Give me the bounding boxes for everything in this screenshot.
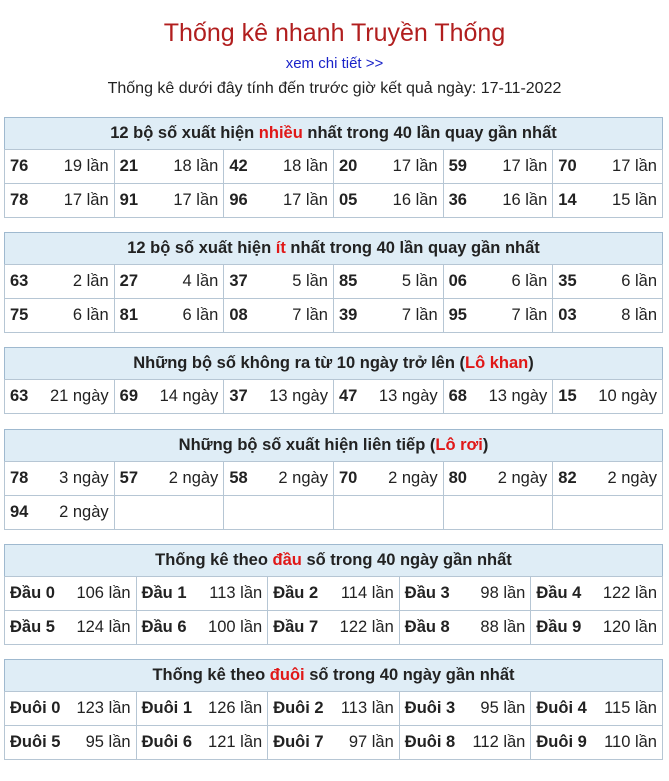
stat-cell (268, 726, 400, 760)
stat-cell (136, 692, 268, 726)
stat-value: 13 ngày (269, 387, 328, 405)
stat-key: Đầu 0 (10, 584, 55, 602)
dau-stats-table (4, 576, 663, 645)
stat-key: Đuôi 8 (404, 733, 456, 751)
stat-value: 2 ngày (607, 469, 657, 487)
lo-roi-table (4, 461, 663, 530)
stat-cell (136, 726, 268, 760)
stat-value: 8 lần (621, 306, 657, 324)
stat-cell (5, 726, 137, 760)
stat-key: 85 (338, 272, 358, 290)
stat-value: 17 lần (392, 157, 438, 175)
stat-key: 21 (119, 157, 139, 175)
stat-cell (531, 577, 663, 611)
stat-cell (399, 577, 531, 611)
stat-key: 37 (229, 272, 248, 290)
stat-cell (114, 299, 224, 333)
stat-key: 39 (338, 306, 358, 324)
stat-cell (5, 184, 115, 218)
stat-cell (333, 462, 443, 496)
stat-key: Đầu 3 (404, 584, 450, 602)
stat-value: 18 lần (283, 157, 328, 175)
stat-cell (553, 150, 663, 184)
section-title: 12 bộ số xuất hiện ít nhất trong 40 lần quay gần nhất (4, 232, 663, 264)
table-row (5, 692, 663, 726)
stat-cell (333, 299, 443, 333)
stat-key: Đầu 7 (273, 618, 319, 636)
stat-key: 05 (338, 191, 358, 209)
stat-key: 96 (229, 191, 248, 209)
stat-cell (553, 462, 663, 496)
stat-key: 68 (448, 387, 467, 405)
stat-key: 20 (338, 157, 358, 175)
least-frequent-table (4, 264, 663, 333)
stat-key: Đầu 9 (536, 618, 582, 636)
stat-key: 63 (10, 387, 29, 405)
stat-value: 16 lần (392, 191, 438, 209)
table-row (5, 577, 663, 611)
stat-cell (136, 611, 268, 645)
stat-value: 17 lần (63, 191, 109, 209)
stat-key: Đuôi 1 (141, 699, 193, 717)
stat-value: 4 lần (182, 272, 219, 290)
stat-cell (268, 692, 400, 726)
stat-cell (5, 380, 115, 414)
stat-value: 13 ngày (378, 387, 438, 405)
stat-value: 17 lần (283, 191, 328, 209)
stat-cell (553, 265, 663, 299)
stat-cell (5, 265, 115, 299)
stat-cell (224, 496, 334, 530)
stat-key: Đuôi 4 (536, 699, 587, 717)
stat-value: 2 ngày (59, 503, 109, 521)
stat-value: 2 ngày (278, 469, 328, 487)
stat-value: 14 ngày (159, 387, 219, 405)
stat-cell (399, 692, 531, 726)
page-title: Thống kê nhanh Truyền Thống (163, 19, 506, 47)
table-row (5, 299, 663, 333)
stat-cell (553, 496, 663, 530)
stat-value: 17 lần (173, 191, 219, 209)
stat-value: 113 lần (340, 699, 394, 717)
stat-value: 120 lần (602, 618, 657, 636)
stat-key: Đuôi 6 (141, 733, 193, 751)
stat-key: Đuôi 2 (273, 699, 324, 717)
stat-cell (114, 184, 224, 218)
stat-value: 6 lần (72, 306, 109, 324)
table-row (5, 462, 663, 496)
stat-cell (5, 299, 115, 333)
stat-value: 6 lần (182, 306, 219, 324)
stat-value: 88 lần (480, 618, 526, 636)
stat-cell (5, 496, 115, 530)
stat-value: 123 lần (76, 699, 131, 717)
stat-cell (553, 184, 663, 218)
stat-value: 6 lần (621, 272, 657, 290)
stat-value: 100 lần (208, 618, 263, 636)
stat-key: 03 (558, 306, 577, 324)
stat-cell (443, 265, 553, 299)
stat-key: Đuôi 3 (404, 699, 456, 717)
stat-cell (333, 184, 443, 218)
stat-key: 69 (119, 387, 139, 405)
stat-cell (224, 265, 334, 299)
most-frequent-section (4, 117, 663, 218)
stat-cell (443, 184, 553, 218)
stat-key: 42 (229, 157, 248, 175)
stat-key: Đuôi 0 (10, 699, 61, 717)
stat-cell (333, 265, 443, 299)
lo-roi-section (4, 429, 663, 530)
stat-cell (224, 462, 334, 496)
stat-key: Đầu 2 (273, 584, 319, 602)
stat-cell (114, 265, 224, 299)
view-details-link[interactable]: xem chi tiết >> (285, 55, 384, 72)
table-row (5, 496, 663, 530)
table-row (5, 611, 663, 645)
stat-key: Đầu 1 (141, 584, 187, 602)
stat-cell (443, 496, 553, 530)
stat-key: 80 (448, 469, 467, 487)
page-subtitle: Thống kê dưới đây tính đến trước giờ kết quả ngày: 17-11-2022 (107, 80, 562, 97)
stat-key: Đầu 4 (536, 584, 582, 602)
stat-value: 19 lần (63, 157, 109, 175)
stat-cell (224, 150, 334, 184)
stat-cell (553, 380, 663, 414)
stat-value: 13 ngày (488, 387, 548, 405)
stat-key: 57 (119, 469, 139, 487)
stat-value: 112 lần (472, 733, 526, 751)
stat-key: 78 (10, 191, 29, 209)
section-title: Những bộ số không ra từ 10 ngày trở lên (Lô khan) (4, 347, 663, 379)
stat-cell (443, 462, 553, 496)
table-row (5, 150, 663, 184)
stat-key: 47 (338, 387, 358, 405)
stat-key: 58 (229, 469, 248, 487)
stat-key: 82 (558, 469, 577, 487)
stat-cell (114, 462, 224, 496)
stat-value: 7 lần (511, 306, 548, 324)
stat-key: Đầu 5 (10, 618, 55, 636)
stat-key: Đầu 6 (141, 618, 187, 636)
stat-value: 21 ngày (49, 387, 109, 405)
stat-value: 126 lần (208, 699, 263, 717)
lo-khan-section (4, 347, 663, 414)
stat-key: 75 (10, 306, 29, 324)
stat-cell (114, 380, 224, 414)
stat-cell (5, 462, 115, 496)
stat-value: 7 lần (292, 306, 328, 324)
stat-key: 35 (558, 272, 577, 290)
stat-value: 2 ngày (388, 469, 438, 487)
stat-key: 36 (448, 191, 467, 209)
stat-cell (5, 611, 137, 645)
stat-key: 70 (558, 157, 577, 175)
stat-cell (224, 184, 334, 218)
stat-value: 10 ngày (598, 387, 657, 405)
stat-value: 18 lần (173, 157, 219, 175)
section-title: Thống kê theo đuôi số trong 40 ngày gần nhất (4, 659, 663, 691)
stat-value: 106 lần (76, 584, 131, 602)
stat-value: 124 lần (76, 618, 131, 636)
stat-value: 6 lần (511, 272, 548, 290)
table-row (5, 726, 663, 760)
stat-value: 115 lần (604, 699, 657, 717)
stat-cell (553, 299, 663, 333)
least-frequent-section (4, 232, 663, 333)
stat-value: 17 lần (502, 157, 548, 175)
stat-cell (224, 380, 334, 414)
stat-cell (114, 150, 224, 184)
dau-stats-section (4, 544, 663, 645)
stat-value: 95 lần (85, 733, 131, 751)
stat-value: 110 lần (604, 733, 657, 751)
stat-key: 06 (448, 272, 467, 290)
stat-cell (399, 611, 531, 645)
section-title: Những bộ số xuất hiện liên tiếp (Lô rơi) (4, 429, 663, 461)
stat-key: 27 (119, 272, 139, 290)
stat-value: 122 lần (339, 618, 394, 636)
stat-cell (531, 726, 663, 760)
stat-cell (443, 150, 553, 184)
stat-cell (268, 577, 400, 611)
stat-key: 08 (229, 306, 248, 324)
stat-key: 94 (10, 503, 29, 521)
stat-key: 59 (448, 157, 467, 175)
stat-key: 78 (10, 469, 29, 487)
stat-value: 95 lần (480, 699, 526, 717)
stat-cell (268, 611, 400, 645)
stat-key: Đầu 8 (404, 618, 450, 636)
stat-value: 17 lần (612, 157, 657, 175)
stat-value: 3 ngày (59, 469, 109, 487)
stat-cell (5, 150, 115, 184)
table-row (5, 380, 663, 414)
stat-key: 81 (119, 306, 139, 324)
stat-key: 70 (338, 469, 358, 487)
stat-value: 114 lần (340, 584, 394, 602)
stat-value: 15 lần (612, 191, 657, 209)
stat-cell (443, 299, 553, 333)
stat-key: 63 (10, 272, 29, 290)
stat-value: 2 ngày (168, 469, 219, 487)
table-row (5, 184, 663, 218)
stat-cell (399, 726, 531, 760)
stat-cell (114, 496, 224, 530)
stat-key: 76 (10, 157, 29, 175)
stat-cell (136, 577, 268, 611)
lo-khan-table (4, 379, 663, 414)
stat-key: 95 (448, 306, 467, 324)
stat-cell (531, 692, 663, 726)
stat-key: Đuôi 7 (273, 733, 324, 751)
stat-value: 121 lần (208, 733, 263, 751)
stat-key: Đuôi 9 (536, 733, 587, 751)
stat-value: 5 lần (401, 272, 438, 290)
most-frequent-table (4, 149, 663, 218)
stat-value: 122 lần (602, 584, 657, 602)
stat-value: 113 lần (209, 584, 263, 602)
stat-cell (333, 150, 443, 184)
more-link-row (0, 55, 669, 73)
stat-cell (5, 577, 137, 611)
stat-key: 14 (558, 191, 577, 209)
stat-value: 2 lần (72, 272, 109, 290)
duoi-stats-table (4, 691, 663, 760)
stat-cell (333, 380, 443, 414)
stat-value: 16 lần (502, 191, 548, 209)
stat-cell (224, 299, 334, 333)
stat-key: 37 (229, 387, 248, 405)
stat-cell (5, 692, 137, 726)
duoi-stats-section (4, 659, 663, 760)
stat-value: 5 lần (292, 272, 328, 290)
stat-key: Đuôi 5 (10, 733, 61, 751)
stat-value: 2 ngày (497, 469, 548, 487)
section-title: 12 bộ số xuất hiện nhiều nhất trong 40 lần quay gần nhất (4, 117, 663, 149)
stat-key: 15 (558, 387, 577, 405)
stat-value: 7 lần (401, 306, 438, 324)
stat-cell (443, 380, 553, 414)
stat-cell (333, 496, 443, 530)
stat-key: 91 (119, 191, 139, 209)
section-title: Thống kê theo đầu số trong 40 ngày gần nhất (4, 544, 663, 576)
stat-value: 98 lần (480, 584, 526, 602)
stat-value: 97 lần (348, 733, 394, 751)
table-row (5, 265, 663, 299)
stat-cell (531, 611, 663, 645)
